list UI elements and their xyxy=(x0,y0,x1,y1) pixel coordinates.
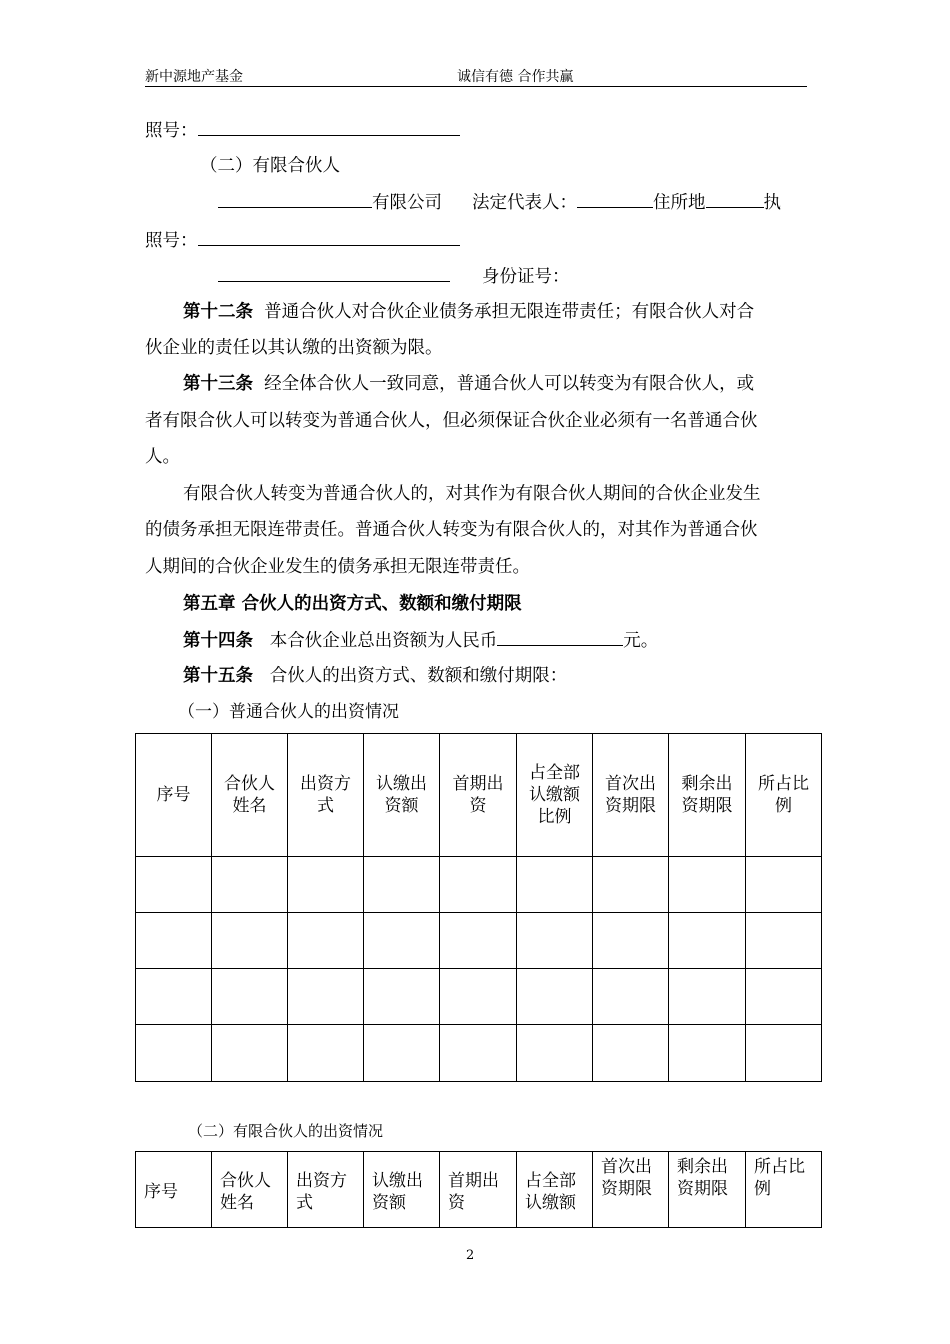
blank-field xyxy=(198,117,460,136)
limited-partner-company-line xyxy=(218,189,781,216)
license-line-1 xyxy=(145,117,460,144)
table-cell xyxy=(746,857,822,913)
table-cell xyxy=(669,1025,746,1082)
table-cell xyxy=(288,913,364,969)
table-2-caption: （二）有限合伙人的出资情况 xyxy=(188,1122,384,1140)
table-cell xyxy=(288,857,364,913)
table-1-caption: （一）普通合伙人的出资情况 xyxy=(178,702,399,722)
table-header-cell: 合伙人 姓名 xyxy=(212,734,288,857)
table-header-cell: 占全部 认缴额 xyxy=(517,1152,593,1228)
article-15-line xyxy=(183,663,567,689)
table-header-row xyxy=(136,734,822,857)
table-header-cell: 出资方 式 xyxy=(288,1152,364,1228)
table-cell xyxy=(440,857,517,913)
header-right-text: 诚信有德 合作共赢 xyxy=(457,69,574,85)
table-header-cell: 首期出 资 xyxy=(440,734,517,857)
table-header-cell: 首次出 资期限 xyxy=(593,734,669,857)
article-12-line-1 xyxy=(183,299,754,325)
table-cell xyxy=(440,969,517,1025)
table-cell xyxy=(212,857,288,913)
header-left-text: 新中源地产基金 xyxy=(145,69,243,85)
id-number-line xyxy=(218,263,570,290)
table-header-cell: 合伙人 姓名 xyxy=(212,1152,288,1228)
table-cell xyxy=(136,1025,212,1082)
table-cell xyxy=(593,969,669,1025)
blank-field xyxy=(706,189,764,208)
table-cell xyxy=(517,969,593,1025)
blank-field xyxy=(577,189,653,208)
table-row xyxy=(136,1025,822,1082)
table-cell xyxy=(288,969,364,1025)
table-cell xyxy=(440,1025,517,1082)
article-15-title: 第十五条 xyxy=(183,666,253,686)
id-number-label: 身份证号： xyxy=(482,267,570,287)
article-12-text: 普通合伙人对合伙企业债务承担无限连带责任；有限合伙人对合 xyxy=(264,302,755,322)
legal-rep-label: 法定代表人： xyxy=(472,193,577,213)
license-label: 照号： xyxy=(145,121,198,141)
article-15-text: 合伙人的出资方式、数额和缴付期限： xyxy=(269,666,568,686)
table-cell xyxy=(746,913,822,969)
table-cell xyxy=(593,857,669,913)
table-cell xyxy=(746,969,822,1025)
table-header-cell: 认缴出 资额 xyxy=(364,1152,440,1228)
table-header-cell: 所占比 例 xyxy=(746,734,822,857)
header-rule xyxy=(145,86,807,87)
table-cell xyxy=(593,913,669,969)
table-cell xyxy=(136,913,212,969)
article-12-title: 第十二条 xyxy=(183,302,253,322)
company-suffix: 有限公司 xyxy=(372,193,442,213)
table-cell xyxy=(517,913,593,969)
table-cell xyxy=(593,1025,669,1082)
table-cell xyxy=(288,1025,364,1082)
address-label: 住所地 xyxy=(653,193,706,213)
table-cell xyxy=(669,969,746,1025)
table-header-cell: 剩余出 资期限 xyxy=(669,1152,746,1228)
general-partner-contribution-table xyxy=(135,733,822,1082)
blank-field xyxy=(497,627,623,646)
paragraph-line-2: 的债务承担无限连带责任。普通合伙人转变为有限合伙人的，对其作为普通合伙 xyxy=(145,520,758,540)
license-prefix: 执 xyxy=(763,193,781,213)
table-header-cell: 占全部 认缴额 比例 xyxy=(517,734,593,857)
table-header-cell: 首次出 资期限 xyxy=(593,1152,669,1228)
article-13-text: 经全体合伙人一致同意，普通合伙人可以转变为有限合伙人，或 xyxy=(264,374,755,394)
table-cell xyxy=(364,1025,440,1082)
article-13-line-1 xyxy=(183,371,754,397)
paragraph-line-1: 有限合伙人转变为普通合伙人的，对其作为有限合伙人期间的合伙企业发生 xyxy=(183,484,761,504)
table-row xyxy=(136,857,822,913)
table-cell xyxy=(136,969,212,1025)
paragraph-line-3: 人期间的合伙企业发生的债务承担无限连带责任。 xyxy=(145,557,530,577)
license-line-2 xyxy=(145,227,460,254)
table-header-cell: 序号 xyxy=(136,734,212,857)
table-row xyxy=(136,913,822,969)
article-14-title: 第十四条 xyxy=(183,631,253,651)
table-header-cell: 剩余出 资期限 xyxy=(669,734,746,857)
table-cell xyxy=(364,969,440,1025)
table-cell xyxy=(364,913,440,969)
table-cell xyxy=(212,913,288,969)
table-cell xyxy=(746,1025,822,1082)
article-14-text: 本合伙企业总出资额为人民币 xyxy=(269,631,498,651)
article-14-unit: 元。 xyxy=(623,631,659,651)
table-cell xyxy=(517,1025,593,1082)
article-13-title: 第十三条 xyxy=(183,374,253,394)
table-header-row xyxy=(136,1152,822,1228)
table-row xyxy=(136,969,822,1025)
blank-field xyxy=(198,227,460,246)
table-header-cell: 序号 xyxy=(136,1152,212,1228)
license-label: 照号： xyxy=(145,231,198,251)
table-header-cell: 认缴出 资额 xyxy=(364,734,440,857)
chapter-5-heading: 第五章 合伙人的出资方式、数额和缴付期限 xyxy=(183,594,522,614)
table-cell xyxy=(136,857,212,913)
table-cell xyxy=(212,1025,288,1082)
table-cell xyxy=(440,913,517,969)
article-14-line xyxy=(183,627,658,654)
limited-partner-contribution-table xyxy=(135,1151,822,1228)
table-cell xyxy=(669,857,746,913)
limited-partner-heading: （二）有限合伙人 xyxy=(200,156,340,176)
table-cell xyxy=(517,857,593,913)
table-cell xyxy=(669,913,746,969)
blank-field xyxy=(218,263,450,282)
article-12-line-2: 伙企业的责任以其认缴的出资额为限。 xyxy=(145,338,443,358)
table-cell xyxy=(212,969,288,1025)
blank-field xyxy=(218,189,372,208)
article-13-line-3: 人。 xyxy=(145,447,180,467)
table-header-cell: 出资方 式 xyxy=(288,734,364,857)
article-13-line-2: 者有限合伙人可以转变为普通合伙人，但必须保证合伙企业必须有一名普通合伙 xyxy=(145,411,758,431)
table-cell xyxy=(364,857,440,913)
table-header-cell: 所占比 例 xyxy=(746,1152,822,1228)
table-header-cell: 首期出 资 xyxy=(440,1152,517,1228)
page-number: 2 xyxy=(466,1248,475,1263)
